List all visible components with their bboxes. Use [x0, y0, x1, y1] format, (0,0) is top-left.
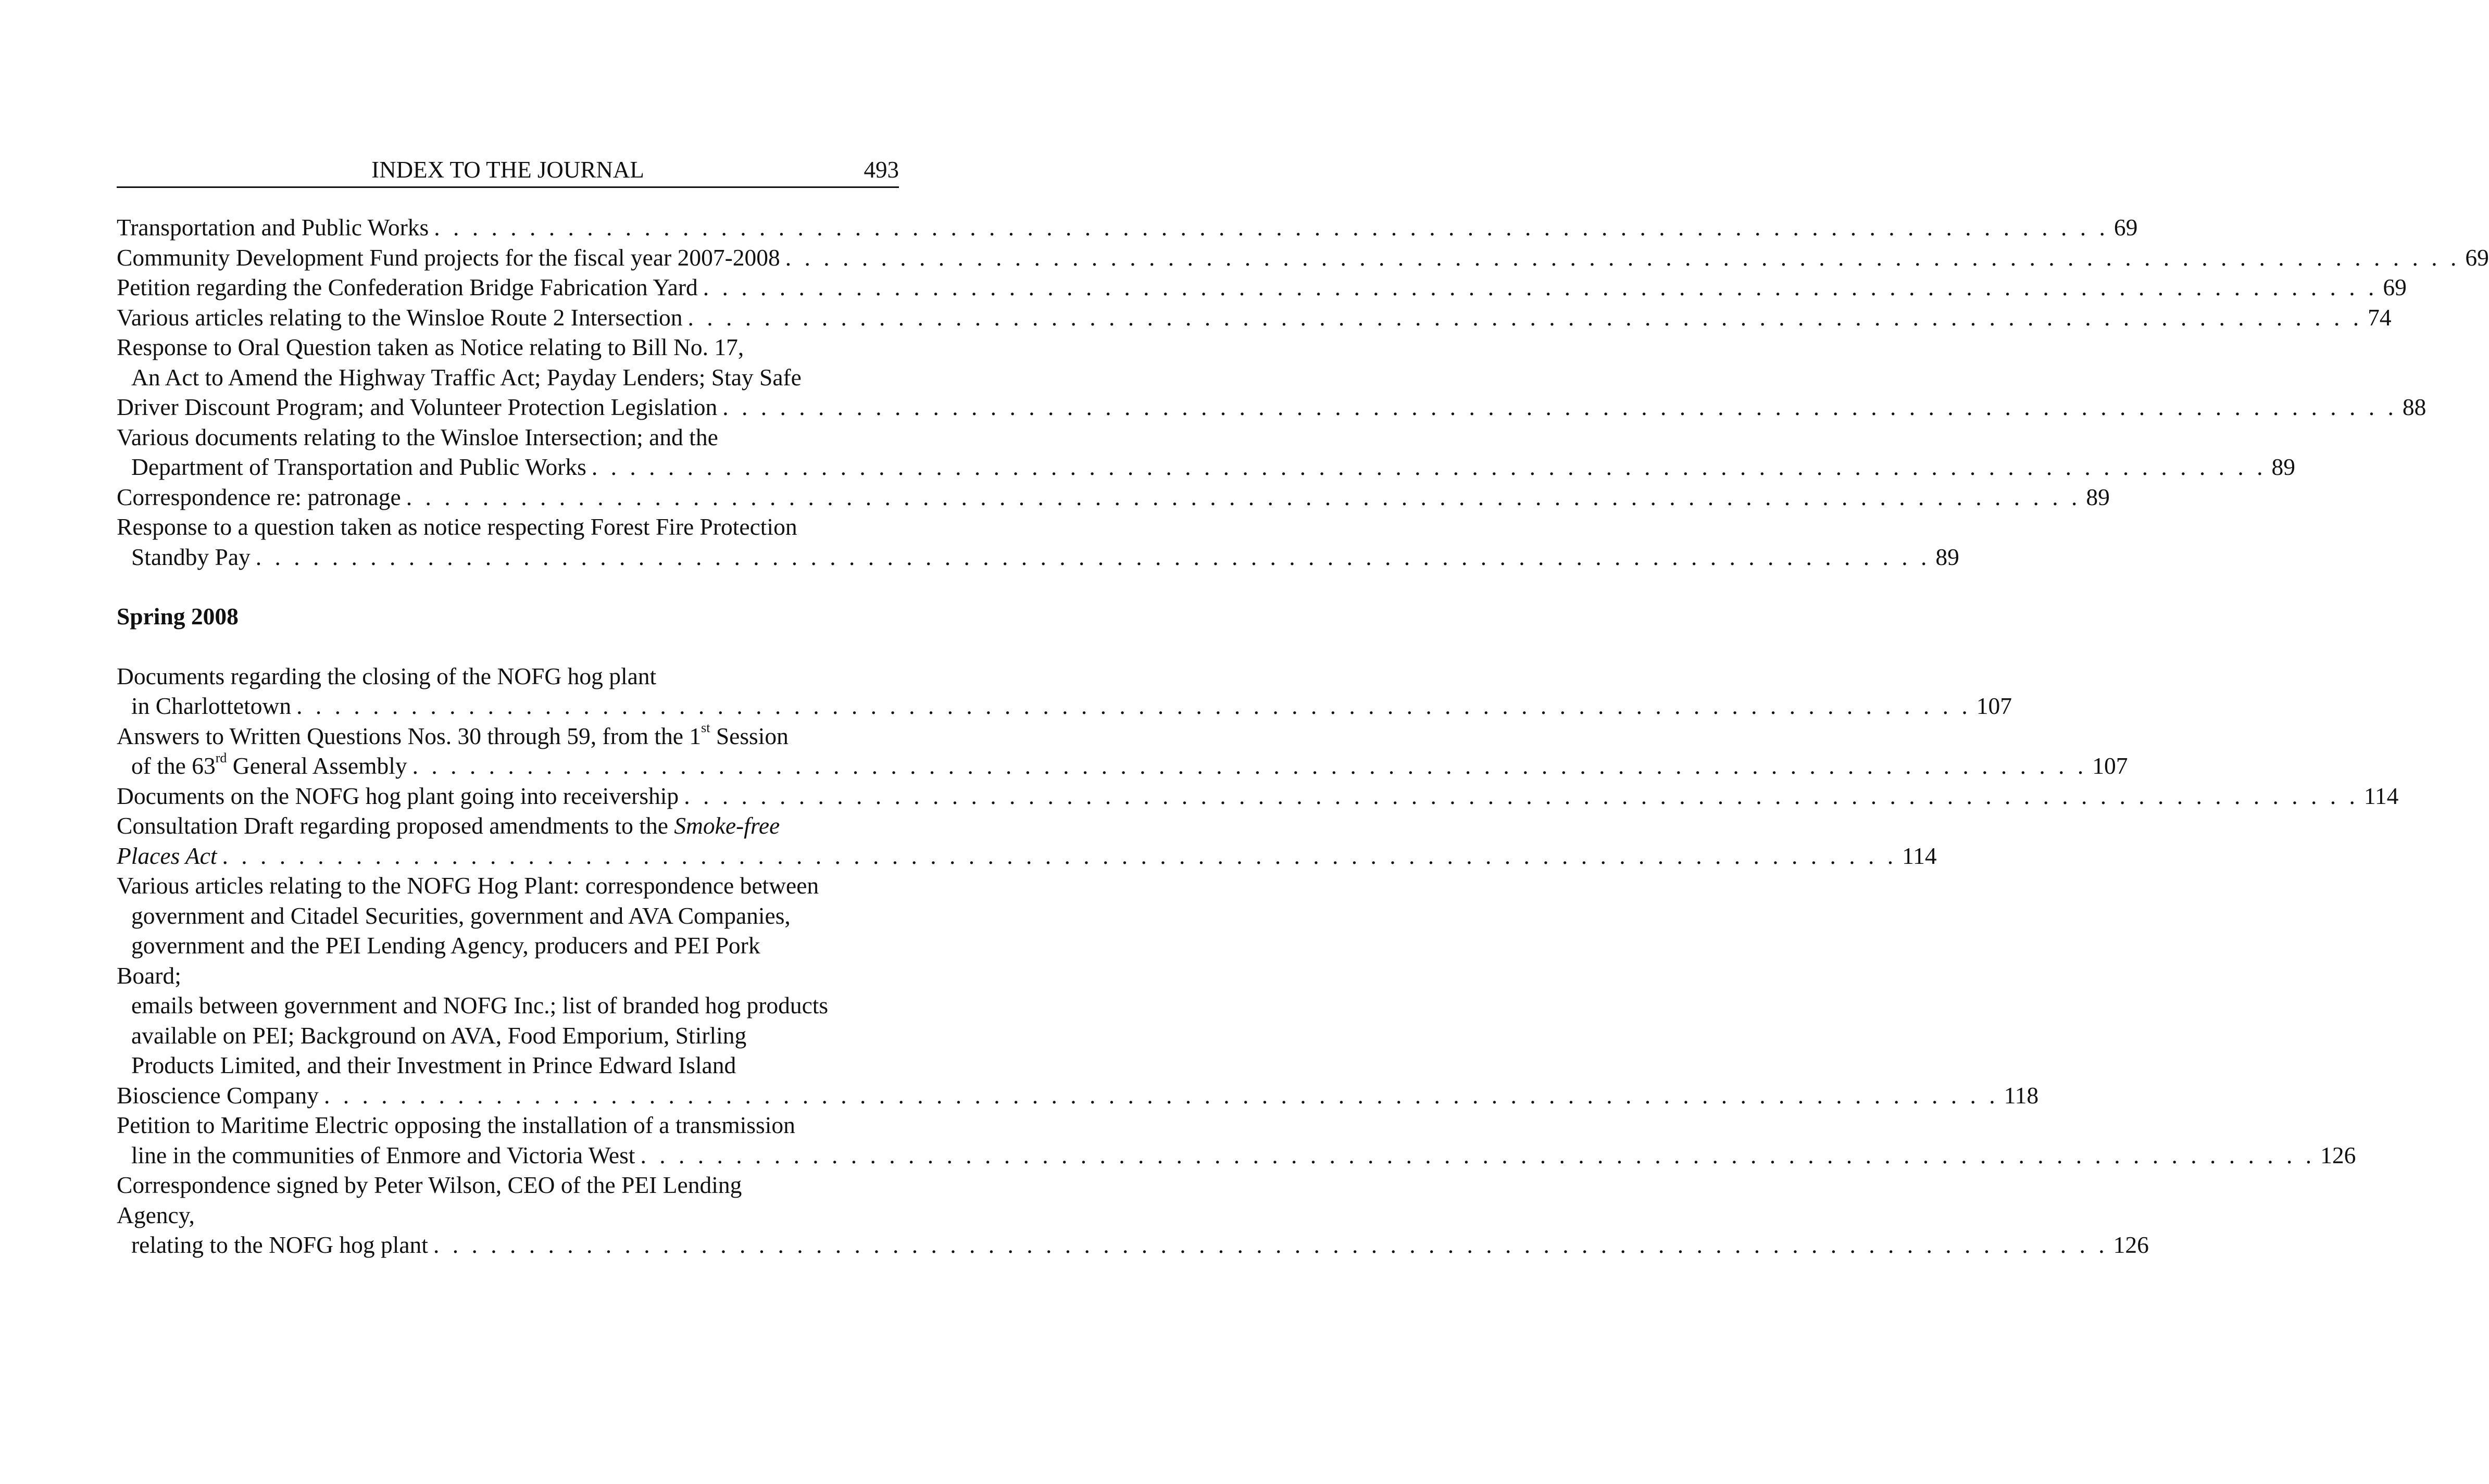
entry-text: [131, 1140, 635, 1171]
entry-text-segment: Bioscience Company: [117, 1081, 319, 1109]
entry-text-segment: relating to the NOFG hog plant: [131, 1231, 428, 1258]
page-number: 493: [864, 157, 899, 183]
dot-leader: . . . . . . . . . . . . . . . . . . . . . . . . . . . . . . . . . . . . . . . . . . . . . . . . . . . . . . . . . . . . . . . . . . . . . . . . . . . . . . . . . . . . . . . .: [703, 274, 2378, 300]
dot-leader: . . . . . . . . . . . . . . . . . . . . . . . . . . . . . . . . . . . . . . . . . . . . . . . . . . . . . . . . . . . . . . . . . . . . . . . . . . . . . . . . . . . . . . . .: [433, 1231, 2108, 1258]
entry-text-segment: government and the PEI Lending Agency, producers and PEI Pork: [131, 932, 760, 959]
entry-text-segment: An Act to Amend the Highway Traffic Act; Payday Lenders; Stay Safe: [131, 363, 802, 391]
entry-text: [131, 1230, 428, 1260]
page-reference: 69: [2383, 274, 2407, 300]
entry-text-segment: Petition regarding the Confederation Bridge Fabrication Yard: [117, 274, 698, 300]
page-reference: 74: [2368, 304, 2392, 331]
page-reference: 126: [2113, 1231, 2149, 1258]
entry-text: [131, 542, 251, 572]
index-entry-line: [117, 272, 2407, 303]
index-entry-line: [117, 1110, 899, 1140]
dot-leader: . . . . . . . . . . . . . . . . . . . . . . . . . . . . . . . . . . . . . . . . . . . . . . . . . . . . . . . . . . . . . . . . . . . . . . . . . . . . . . . . . . . . . . . .: [222, 842, 1897, 869]
page-reference: 89: [2086, 483, 2110, 510]
entry-text-segment: Documents on the NOFG hog plant going into receivership: [117, 782, 679, 809]
index-entry-line: [117, 452, 2295, 482]
dot-leader: . . . . . . . . . . . . . . . . . . . . . . . . . . . . . . . . . . . . . . . . . . . . . . . . . . . . . . . . . . . . . . . . . . . . . . . . . . . . . . . . . . . . . . . .: [412, 752, 2087, 779]
entry-text: [117, 781, 679, 811]
index-entry-line: [117, 721, 899, 751]
index-entry-line: [117, 332, 899, 362]
entry-text-segment: Standby Pay: [131, 543, 251, 570]
entry-text: [131, 990, 828, 1021]
dot-leader: . . . . . . . . . . . . . . . . . . . . . . . . . . . . . . . . . . . . . . . . . . . . . . . . . . . . . . . . . . . . . . . . . . . . . . . . . . . . . . . . . . . . . . . .: [255, 543, 1931, 570]
entry-text-segment: Products Limited, and their Investment in Prince Edward Island: [131, 1052, 736, 1078]
index-entry-line: [117, 303, 2392, 333]
dot-leader: . . . . . . . . . . . . . . . . . . . . . . . . . . . . . . . . . . . . . . . . . . . . . . . . . . . . . . . . . . . . . . . . . . . . . . . . . . . . . . . . . . . . . . . .: [296, 693, 1971, 719]
index-entry-line: [117, 542, 1959, 572]
running-header: [117, 154, 899, 188]
entry-text-segment: Various articles relating to the Winsloe Route 2 Intersection: [117, 304, 683, 331]
index-entry-line: [117, 811, 899, 841]
index-entry-line: [117, 243, 2489, 273]
entry-text: [117, 841, 217, 871]
ordinal-superscript: rd: [215, 750, 227, 765]
index-entry-line: [117, 661, 899, 691]
entry-text: [131, 901, 791, 931]
page-reference: 107: [2092, 752, 2128, 779]
index-entry-line: [117, 212, 2138, 243]
dot-leader: . . . . . . . . . . . . . . . . . . . . . . . . . . . . . . . . . . . . . . . . . . . . . . . . . . . . . . . . . . . . . . . . . . . . . . . . . . . . . . . . . . . . . . . .: [434, 214, 2109, 241]
section-heading: Spring 2008: [117, 603, 239, 630]
index-entry-line: [117, 1230, 2149, 1260]
entry-text-segment: General Assembly: [227, 752, 407, 779]
entry-text: [117, 1110, 795, 1140]
entry-text: [117, 1170, 742, 1200]
dot-leader: . . . . . . . . . . . . . . . . . . . . . . . . . . . . . . . . . . . . . . . . . . . . . . . . . . . . . . . . . . . . . . . . . . . . . . . . . . . . . . . . . . . . . . . .: [406, 483, 2081, 510]
page-reference: 107: [1976, 693, 2012, 719]
entry-text-segment: emails between government and NOFG Inc.; list of branded hog products: [131, 992, 829, 1018]
page-reference: 118: [2004, 1081, 2039, 1109]
page-reference: 89: [1935, 543, 1959, 570]
entry-text: [117, 961, 181, 991]
index-content: [117, 212, 2489, 1260]
entry-text: [131, 1021, 746, 1051]
index-entry-line: [117, 1140, 2356, 1171]
index-entry: [117, 303, 2392, 333]
index-entry: [117, 272, 2407, 303]
entry-text-segment: Transportation and Public Works: [117, 214, 429, 241]
running-title: INDEX TO THE JOURNAL: [371, 157, 644, 183]
index-entry-line: [117, 691, 2012, 721]
index-entry: [117, 720, 2128, 781]
entry-text: [117, 871, 819, 901]
dot-leader: . . . . . . . . . . . . . . . . . . . . . . . . . . . . . . . . . . . . . . . . . . . . . . . . . . . . . . . . . . . . . . . . . . . . . . . . . . . . . . . . . . . . . . . .: [722, 394, 2397, 420]
entry-text-segment: Session: [710, 722, 789, 749]
entry-text: [117, 482, 401, 512]
entry-text: [131, 751, 407, 781]
dot-leader: . . . . . . . . . . . . . . . . . . . . . . . . . . . . . . . . . . . . . . . . . . . . . . . . . . . . . . . . . . . . . . . . . . . . . . . . . . . . . . . . . . . . . . . .: [591, 454, 2267, 480]
page-reference: 114: [1902, 842, 1937, 869]
entry-text-segment: Board;: [117, 962, 181, 989]
ordinal-superscript: st: [701, 720, 710, 736]
index-entry-line: [117, 1080, 2039, 1111]
index-entry-line: [117, 930, 899, 961]
index-entry: [117, 1170, 2149, 1260]
entry-text: [117, 212, 429, 243]
index-entry-line: [117, 750, 2128, 781]
index-entry-line: [117, 871, 899, 901]
entry-text-segment: Community Development Fund projects for the fiscal year 2007-2008: [117, 244, 780, 271]
entry-text: [131, 930, 760, 961]
entry-text: [117, 811, 780, 841]
dot-leader: . . . . . . . . . . . . . . . . . . . . . . . . . . . . . . . . . . . . . . . . . . . . . . . . . . . . . . . . . . . . . . . . . . . . . . . . . . . . . . . . . . . . . . . .: [687, 304, 2363, 331]
index-entry-line: [117, 961, 899, 991]
entry-text: [117, 1080, 319, 1111]
index-entry: [117, 482, 2110, 512]
entry-text: [117, 512, 797, 542]
entry-text: [117, 303, 683, 333]
entry-text: [117, 1200, 195, 1230]
entry-text-segment: Documents regarding the closing of the NOFG hog plant: [117, 662, 657, 689]
dot-leader: . . . . . . . . . . . . . . . . . . . . . . . . . . . . . . . . . . . . . . . . . . . . . . . . . . . . . . . . . . . . . . . . . . . . . . . . . . . . . . . . . . . . . . . .: [323, 1081, 1999, 1109]
index-entry-line: [117, 841, 1937, 871]
entry-text: [131, 1050, 736, 1080]
index-entry-line: [117, 1170, 899, 1200]
entry-text: [117, 661, 656, 691]
page-reference: 89: [2271, 454, 2295, 480]
index-entry-line: [117, 901, 899, 931]
page-reference: 88: [2402, 394, 2427, 420]
entry-text: [117, 272, 698, 303]
entry-text-segment: Various documents relating to the Winsloe Intersection; and the: [117, 423, 718, 450]
entry-text: [131, 362, 802, 393]
index-entry: [117, 811, 1937, 871]
entry-text: [131, 691, 291, 721]
entry-text-segment: of the 63: [131, 752, 216, 779]
entry-text: [131, 452, 586, 482]
index-entry: [117, 512, 1959, 572]
entry-text-segment: Consultation Draft regarding proposed amendments to the: [117, 812, 674, 839]
page-reference: 114: [2363, 782, 2399, 809]
index-entry: [117, 1110, 2356, 1170]
entry-text-segment: available on PEI; Background on AVA, Food Emporium, Stirling: [131, 1022, 747, 1049]
index-entry-line: [117, 362, 899, 393]
dot-leader: . . . . . . . . . . . . . . . . . . . . . . . . . . . . . . . . . . . . . . . . . . . . . . . . . . . . . . . . . . . . . . . . . . . . . . . . . . . . . . . . . . . . . . . .: [684, 782, 2359, 809]
entry-text: [117, 721, 789, 751]
index-entry: [117, 871, 2039, 1110]
index-entry-line: [117, 1021, 899, 1051]
index-entry-line: [117, 422, 899, 452]
entry-text-segment: Correspondence signed by Peter Wilson, CEO of the PEI Lending: [117, 1172, 742, 1198]
entry-text-segment: Various articles relating to the NOFG Hog Plant: correspondence between: [117, 872, 819, 899]
index-entries-spring-2008: [117, 661, 2399, 1260]
entry-text: [117, 392, 717, 422]
entry-text-segment: Department of Transportation and Public Works: [131, 454, 586, 480]
index-entry-line: [117, 781, 2399, 811]
entry-text: [117, 243, 780, 273]
entry-text-segment: Agency,: [117, 1201, 195, 1228]
entry-text: [117, 332, 744, 362]
index-entry: [117, 422, 2295, 482]
index-entry: [117, 661, 2012, 721]
entry-text-segment: Response to Oral Question taken as Notice relating to Bill No. 17,: [117, 334, 744, 360]
page-reference: 69: [2113, 214, 2138, 241]
index-entry-line: [117, 512, 899, 542]
entry-text-segment: in Charlottetown: [131, 693, 292, 719]
page-reference: 69: [2465, 244, 2489, 271]
index-entry-line: [117, 1200, 899, 1230]
entry-text-segment: Petition to Maritime Electric opposing the installation of a transmission: [117, 1112, 795, 1138]
dot-leader: . . . . . . . . . . . . . . . . . . . . . . . . . . . . . . . . . . . . . . . . . . . . . . . . . . . . . . . . . . . . . . . . . . . . . . . . . . . . . . . . . . . . . . . .: [785, 244, 2460, 271]
entry-text-segment: Driver Discount Program; and Volunteer Protection Legislation: [117, 394, 718, 420]
index-entry: [117, 332, 2427, 422]
index-entry-line: [117, 482, 2110, 512]
act-title-italic: Smoke-free: [674, 812, 780, 839]
index-entries-top: [117, 212, 2489, 572]
entry-text-segment: Answers to Written Questions Nos. 30 through 59, from the 1: [117, 722, 702, 749]
entry-text-segment: line in the communities of Enmore and Victoria West: [131, 1141, 635, 1168]
index-entry-line: [117, 1050, 899, 1080]
index-entry: [117, 243, 2489, 273]
act-title-italic: Places Act: [117, 842, 217, 869]
dot-leader: . . . . . . . . . . . . . . . . . . . . . . . . . . . . . . . . . . . . . . . . . . . . . . . . . . . . . . . . . . . . . . . . . . . . . . . . . . . . . . . . . . . . . . . .: [640, 1141, 2316, 1168]
page-reference: 126: [2320, 1141, 2356, 1168]
index-entry: [117, 212, 2138, 243]
entry-text: [117, 422, 718, 452]
index-entry: [117, 781, 2399, 811]
entry-text-segment: Correspondence re: patronage: [117, 483, 401, 510]
index-entry-line: [117, 392, 2427, 422]
index-entry-line: [117, 990, 899, 1021]
entry-text-segment: government and Citadel Securities, government and AVA Companies,: [131, 902, 791, 929]
entry-text-segment: Response to a question taken as notice respecting Forest Fire Protection: [117, 513, 797, 540]
